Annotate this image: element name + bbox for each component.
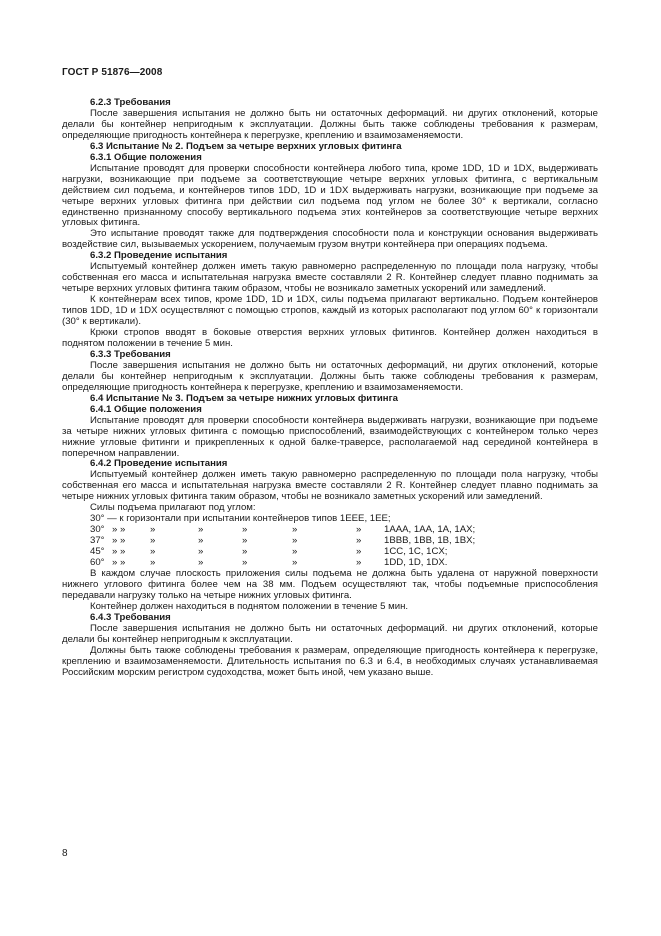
- lift-angle-q5: »: [292, 546, 298, 558]
- lift-angle-q5: »: [292, 524, 298, 536]
- lift-angle-q3: »: [198, 546, 204, 558]
- indented-line: 30° — к горизонтали при испытании контейнеров типов 1EEE, 1EE;: [90, 513, 391, 525]
- paragraph: Крюки стропов вводят в боковые отверстия верхних угловых фитингов. Контейнер должен находиться в поднятом положении в течение 5 мин.: [62, 327, 598, 349]
- lift-angle-q4: »: [242, 557, 248, 569]
- lift-angle-q4: »: [242, 546, 248, 558]
- paragraph: Это испытание проводят также для подтверждения способности пола и конструкции основания выдерживать воздействие сил, вызываемых ускорением, получаемым грузом внутри контейнера при операциях подъема.: [62, 228, 598, 251]
- lift-angle-q6: »: [356, 557, 362, 569]
- lift-angle-q5: »: [292, 535, 298, 547]
- paragraph: Контейнер должен находиться в поднятом положении в течение 5 мин.: [90, 600, 409, 612]
- indent-cell: [62, 558, 90, 569]
- section-heading: 6.3.3 Требования: [90, 348, 171, 360]
- lift-angle-q2: »: [150, 535, 156, 547]
- lift-angle-q3: »: [198, 557, 204, 569]
- lift-angle-q2: »: [150, 557, 156, 569]
- paragraph: Испытуемый контейнер должен иметь такую равномерно распределенную по площади пола нагрузку, чтобы собственная его масса и испытательная нагрузка вместе составляли 2 R. Контейнер следует плавно поднимать за четыре нижних угловых фитинга таким образом, чтобы не возникало заметных ускорений или замедлений.: [62, 469, 598, 503]
- lift-angle-q: » »: [112, 524, 126, 536]
- section-heading: 6.4 Испытание № 3. Подъем за четыре нижних угловых фитинга: [90, 392, 398, 404]
- indent-cell: [62, 536, 90, 547]
- lift-angle-angle: 37°: [90, 535, 105, 547]
- section-heading: 6.4.1 Общие положения: [90, 403, 202, 415]
- lift-angle-q5: »: [292, 557, 298, 569]
- lift-angle-types: 1DD, 1D, 1DX.: [384, 557, 448, 569]
- paragraph: Испытуемый контейнер должен иметь такую равномерно распределенную по площади пола нагрузку, чтобы собственная его масса и испытательная нагрузка вместе составляли 2 R. Контейнер следует плавно поднимать за четыре верхних угловых фитинга таким образом, чтобы не возникало заметных ускорений или замедлений.: [62, 261, 598, 295]
- lift-angle-q3: »: [198, 535, 204, 547]
- document-header: ГОСТ Р 51876—2008: [62, 67, 163, 78]
- paragraph: Испытание проводят для проверки способности контейнера выдерживать нагрузки, возникающие при подъеме за четыре нижних угловых фитинга с помощью приспособлений, взаимодействующих с контейнером только через нижние угловые фитинги и прикрепленных к одной балке-траверсе, располагаемой над серединой контейнера в поперечном направлении.: [62, 414, 598, 459]
- lift-angle-q: » »: [112, 546, 126, 558]
- lift-angle-angle: 45°: [90, 546, 105, 558]
- section-heading: 6.2.3 Требования: [90, 97, 171, 108]
- lift-angle-q6: »: [356, 535, 362, 547]
- section-heading: 6.4.2 Проведение испытания: [90, 458, 228, 470]
- paragraph: Должны быть также соблюдены требования к размерам, определяющие пригодность контейнера к перегрузке, креплению и взаимозаменяемости. Длительность испытания по 6.3 и 6.4, в необходимых случаях устанавливаемая Российским морским регистром судоходства, может быть иной, чем указано выше.: [62, 644, 598, 678]
- indented-line: Силы подъема прилагают под углом:: [90, 502, 256, 514]
- lift-angle-q3: »: [198, 524, 204, 536]
- paragraph: Испытание проводят для проверки способности контейнера любого типа, кроме 1DD, 1D и 1DX, выдерживать нагрузки, возникающие при подъеме за соответствующие четыре верхних угловых фитинга, с вертикальным действием сил подъема, и контейнеров типов 1DD, 1D и 1DX выдерживать нагрузки, возникающие при подъеме за четыре верхних угловых фитинга при действии сил подъема под углом не более 30° к вертикали, согласно единственно признанному способу вертикального подъема этих контейнеров за соответствующие четыре верхних угловых фитинга.: [62, 162, 598, 229]
- lift-angle-types: 1AAA, 1AA, 1A, 1AX;: [384, 524, 476, 536]
- lift-angle-q6: »: [356, 546, 362, 558]
- paragraph: После завершения испытания не должно быть ни остаточных деформаций, ни других отклонений, которые делали бы контейнер непригодным к эксплуатации. Должны быть также соблюдены требования к размерам, определяющие пригодность контейнера к перегрузке, креплению и взаимозаменяемости.: [62, 359, 598, 393]
- lift-angle-q: » »: [112, 557, 126, 569]
- lift-angle-angle: 60°: [90, 557, 105, 569]
- page-number: 8: [62, 848, 68, 859]
- lift-angle-types: 1BBB, 1BB, 1B, 1BX;: [384, 535, 476, 547]
- indent-cell: [62, 547, 90, 558]
- document-body: [62, 98, 598, 679]
- paragraph: После завершения испытания не должно быть ни остаточных деформаций. ни других отклонений, которые делали бы контейнер непригодным к эксплуатации.: [62, 622, 598, 645]
- lift-angle-q6: »: [356, 524, 362, 536]
- lift-angle-q2: »: [150, 524, 156, 536]
- section-heading: 6.4.3 Требования: [90, 611, 171, 623]
- paragraph: В каждом случае плоскость приложения силы подъема не должна быть удалена от наружной поверхности нижнего углового фитинга более чем на 38 мм. Подъем осуществляют так, чтобы подъемные приспособления передавали нагрузку только на четыре нижних угловых фитинга.: [62, 567, 598, 601]
- lift-angle-angle: 30°: [90, 524, 105, 536]
- section-heading: 6.3.1 Общие положения: [90, 151, 202, 163]
- lift-angle-q: » »: [112, 535, 126, 547]
- lift-angle-q4: »: [242, 535, 248, 547]
- lift-angle-q4: »: [242, 524, 248, 536]
- paragraph: После завершения испытания не должно быть ни остаточных деформаций. ни других отклонений, которые делали бы контейнер непригодным к эксплуатации. Должны быть также соблюдены требования к размерам, определяющие пригодность контейнера к перегрузке, креплению и взаимозаменяемости.: [62, 107, 598, 141]
- lift-angle-table: [62, 525, 475, 569]
- section-heading: 6.3 Испытание № 2. Подъем за четыре верхних угловых фитинга: [90, 140, 402, 152]
- section-heading: 6.3.2 Проведение испытания: [90, 250, 228, 262]
- lift-angle-types: 1CC, 1C, 1CX;: [384, 546, 448, 558]
- paragraph: К контейнерам всех типов, кроме 1DD, 1D и 1DX, силы подъема прилагают вертикально. Подъем контейнеров типов 1DD, 1D и 1DX осуществляют с помощью стропов, каждый из которых располагают под углом 60° к горизонтали (30° к вертикали).: [62, 294, 598, 328]
- indent-cell: [62, 525, 90, 536]
- lift-angle-q2: »: [150, 546, 156, 558]
